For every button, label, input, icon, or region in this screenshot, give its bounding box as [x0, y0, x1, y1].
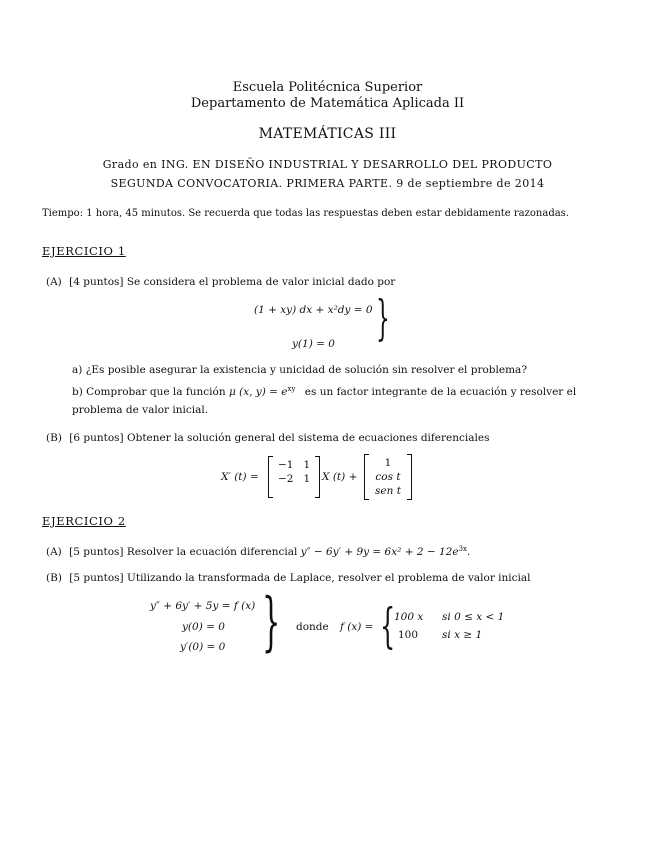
ej2-cases-brace: {	[380, 598, 396, 654]
ej1-eq1-text: (1 + xy) dx + x²dy = 0	[254, 304, 373, 316]
ej1-qb-part2: es un factor integrante de la ecuación y resolver el	[304, 386, 577, 398]
ej1-qb-part1: b) Comprobar que la función	[72, 386, 226, 398]
ej1-vector	[364, 454, 412, 500]
convocatoria-line: SEGUNDA CONVOCATORIA. PRIMERA PARTE. 9 de septiembre de 2014	[110, 177, 545, 190]
matrix-cell: 1	[303, 459, 311, 471]
ej2-partA-equation: y″ − 6y′ + 9y = 6x² + 2 − 12e	[300, 546, 459, 558]
ej1-qb-func: μ (x, y) = e	[228, 386, 288, 398]
ej1-question-b	[72, 386, 576, 398]
ej2-system-brace: }	[262, 585, 281, 659]
ej2-sys2-text: y(0) = 0	[182, 621, 225, 633]
ej2-sys2	[182, 621, 225, 633]
ej2-case2-cond-text: si x ≥ 1	[442, 629, 483, 641]
matrix-cell: 1	[303, 473, 311, 485]
ej2-f-label-text: f (x) =	[340, 621, 374, 633]
ej2-case2-cond	[442, 629, 482, 641]
ej2-partB	[46, 572, 531, 584]
ej1-partA-points: [4 puntos]	[69, 276, 124, 288]
ej2-sys3-text: y′(0) = 0	[180, 641, 226, 653]
ej1-qb-part3: problema de valor inicial.	[72, 404, 209, 416]
ej2-sys1-text: y″ + 6y′ + 5y = f (x)	[150, 600, 256, 612]
ej1-lhs-text: X′ (t) =	[221, 471, 259, 483]
time-note: Tiempo: 1 hora, 45 minutos. Se recuerda que todas las respuestas deben estar debidamente razonadas.	[42, 208, 569, 219]
course-title: MATEMÁTICAS III	[258, 126, 397, 142]
ej1-partA-text: Se considera el problema de valor inicial dado por	[126, 276, 396, 288]
ej2-partA-label: (A)	[46, 546, 62, 558]
ej1-partB-points: [6 puntos]	[69, 432, 124, 444]
ej1-system-brace: }	[376, 290, 390, 346]
ej1-matrix	[268, 456, 320, 498]
vector-entry-text: cos t	[375, 471, 401, 483]
vector-entry: 1	[384, 457, 392, 469]
ej2-f-label	[340, 621, 373, 633]
ej2-case1-value	[394, 611, 423, 623]
ej2-partB-label: (B)	[46, 572, 62, 584]
ej2-partB-text: Utilizando la transformada de Laplace, resolver el problema de valor inicial	[127, 572, 531, 584]
matrix-right-bracket	[315, 456, 320, 498]
ej2-case2-value: 100	[398, 629, 419, 641]
ej2-partA-tail: .	[466, 546, 471, 558]
ej1-qb-exp: xy	[287, 385, 296, 393]
ej1-system-mid	[322, 471, 357, 483]
department-name: Departamento de Matemática Aplicada II	[190, 96, 465, 111]
vector-entry-text: sen t	[375, 485, 401, 497]
matrix-cell: −1	[278, 459, 294, 471]
vector-entry	[364, 471, 412, 483]
ej2-sys1	[150, 600, 255, 612]
ejercicio2-heading: EJERCICIO 2	[42, 514, 126, 528]
ej2-donde: donde	[296, 621, 329, 633]
ej1-partB-text: Obtener la solución general del sistema de ecuaciones diferenciales	[127, 432, 490, 444]
ejercicio1-heading: EJERCICIO 1	[42, 244, 126, 258]
degree-line: Grado en ING. EN DISEÑO INDUSTRIAL Y DESARROLLO DEL PRODUCTO	[102, 158, 553, 171]
ej1-partB	[46, 432, 489, 444]
ej1-eq1	[254, 304, 373, 316]
vector-entry	[364, 485, 412, 497]
ej1-eq2	[292, 338, 335, 350]
ej1-mid-text: X (t) +	[322, 471, 358, 483]
ej2-case1-cond	[442, 611, 504, 623]
ej2-case1-value-text: 100 x	[394, 611, 424, 623]
ej2-partA	[46, 546, 470, 558]
ej1-system-lhs	[221, 471, 259, 483]
ej1-partA-label: (A)	[46, 276, 62, 288]
school-name: Escuela Politécnica Superior	[232, 80, 423, 95]
ej2-partA-text: Resolver la ecuación diferencial	[126, 546, 298, 558]
ej2-partA-points: [5 puntos]	[69, 546, 124, 558]
ej2-partB-points: [5 puntos]	[69, 572, 124, 584]
ej2-case1-cond-text: si 0 ≤ x < 1	[442, 611, 505, 623]
ej1-question-a: a) ¿Es posible asegurar la existencia y unicidad de solución sin resolver el problema?	[72, 364, 527, 376]
ej2-sys3	[180, 641, 225, 653]
ej1-partB-label: (B)	[46, 432, 62, 444]
ej1-eq2-text: y(1) = 0	[292, 338, 335, 350]
matrix-table	[273, 458, 315, 486]
ej1-partA	[46, 276, 395, 288]
matrix-cell: −2	[278, 473, 294, 485]
ej2-partA-exp: 3x	[458, 545, 467, 553]
